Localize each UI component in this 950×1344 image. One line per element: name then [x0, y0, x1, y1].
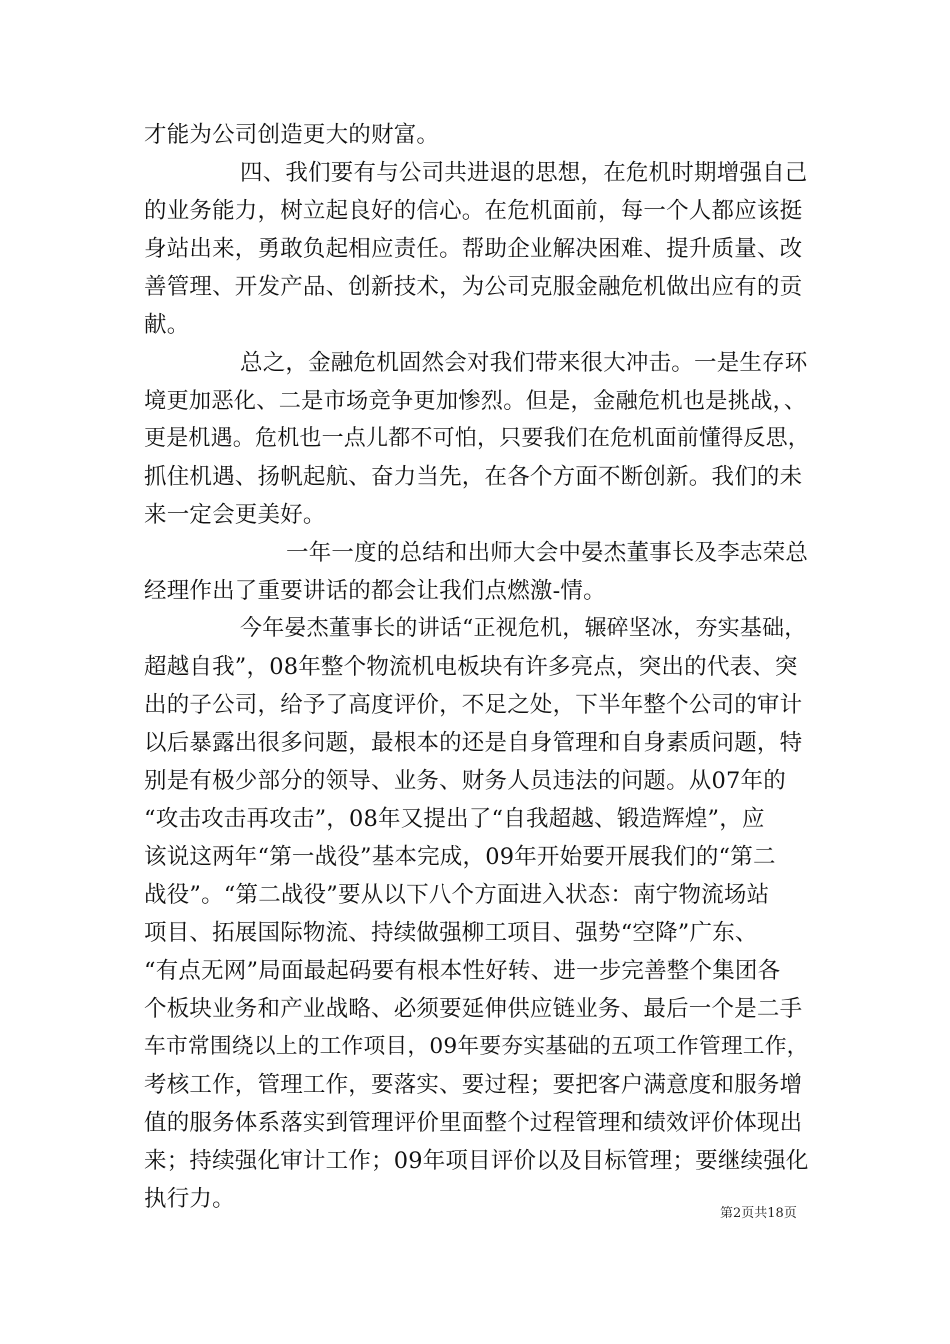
text-line: 身站出来，勇敢负起相应责任。帮助企业解决困难、提升质量、改 [144, 236, 803, 262]
text-line: 车市常围绕以上的工作项目，09年要夯实基础的五项工作管理工作， [144, 1034, 809, 1059]
text-line: 的业务能力，树立起良好的信心。在危机面前，每一个人都应该挺 [144, 198, 803, 224]
text-line: 项目、拓展国际物流、持续做强柳工项目、强势“空降”广东、 [144, 920, 758, 946]
text-line: 别是有极少部分的领导、业务、财务人员违法的问题。从07年的 [144, 768, 786, 794]
text-line: 战役”。“第二战役”要从以下八个方面进入状态：南宁物流场站 [144, 882, 770, 908]
text-line: 值的服务体系落实到管理评价里面整个过程管理和绩效评价体现出 [144, 1110, 803, 1136]
text-line: 经理作出了重要讲话的都会让我们点燃激-情。 [144, 578, 606, 604]
text-line: 出的子公司，给予了高度评价，不足之处，下半年整个公司的审计 [144, 692, 803, 718]
text-line: 执行力。 [144, 1186, 235, 1212]
text-line: 一年一度的总结和出师大会中晏杰董事长及李志荣总 [286, 540, 809, 566]
page-number: 第2页共18页 [720, 1206, 797, 1221]
text-line: “攻击攻击再攻击”，08年又提出了“自我超越、锻造辉煌”，应 [144, 806, 765, 832]
text-line: 献。 [144, 312, 190, 338]
text-line: 超越自我”，08年整个物流机电板块有许多亮点，突出的代表、突 [144, 654, 798, 680]
text-line: 境更加恶化、二是市场竞争更加惨烈。但是，金融危机也是挑战，、 [144, 388, 807, 414]
text-line: 善管理、开发产品、创新技术，为公司克服金融危机做出应有的贡 [144, 274, 803, 300]
text-line: 今年晏杰董事长的讲话“正视危机，辗碎坚冰，夯实基础， [240, 616, 807, 641]
text-line: 来；持续强化审计工作；09年项目评价以及目标管理；要继续强化 [144, 1148, 809, 1174]
text-line: 总之，金融危机固然会对我们带来很大冲击。一是生存环 [240, 350, 808, 376]
text-line: 以后暴露出很多问题，最根本的还是自身管理和自身素质问题，特 [144, 730, 803, 756]
text-line: 考核工作，管理工作，要落实、要过程；要把客户满意度和服务增 [144, 1072, 803, 1098]
text-line: 抓住机遇、扬帆起航、奋力当先，在各个方面不断创新。我们的未 [144, 464, 803, 490]
text-line: 更是机遇。危机也一点儿都不可怕，只要我们在危机面前懂得反思， [144, 426, 811, 451]
text-line: 才能为公司创造更大的财富。 [144, 122, 440, 148]
text-line: 来一定会更美好。 [144, 502, 326, 528]
text-line: 该说这两年“第一战役”基本完成，09年开始要开展我们的“第二 [144, 844, 776, 870]
text-line: 个板块业务和产业战略、必须要延伸供应链业务、最后一个是二手 [144, 996, 803, 1022]
text-line: “有点无网”局面最起码要有根本性好转、进一步完善整个集团各 [144, 958, 781, 984]
text-line: 四、我们要有与公司共进退的思想，在危机时期增强自己 [240, 160, 808, 186]
